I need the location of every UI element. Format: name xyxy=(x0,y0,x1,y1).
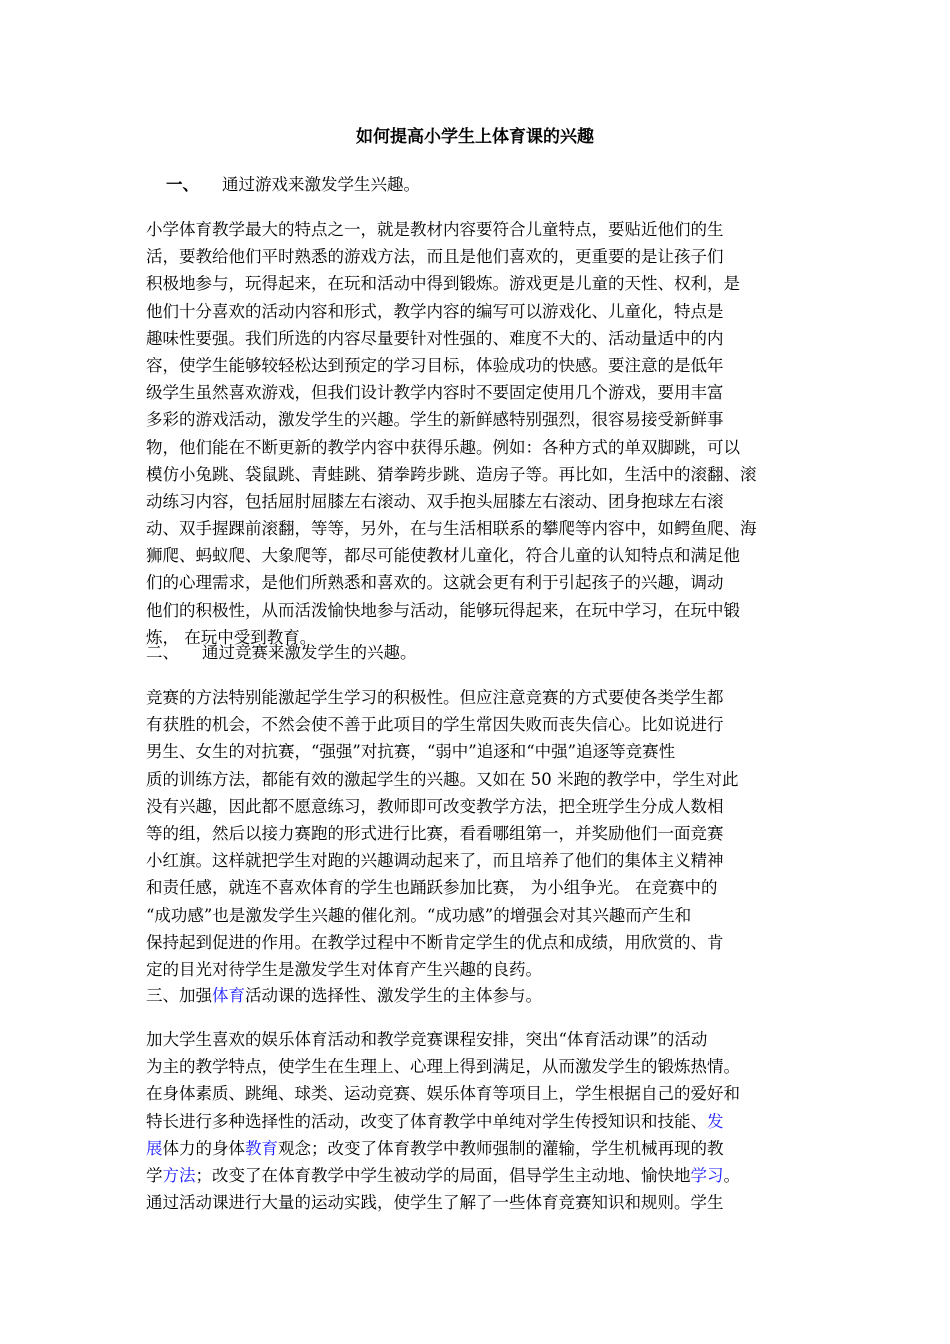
section-3-heading-suffix: 活动课的选择性、激发学生的主体参与。 xyxy=(245,986,542,1005)
paragraph-line xyxy=(146,1162,810,1189)
paragraph-line: 模仿小兔跳、袋鼠跳、青蛙跳、猜拳跨步跳、造房子等。再比如，生活中的滚翻、滚 xyxy=(146,464,757,484)
paragraph-line: 们的心理需求，是他们所熟悉和喜欢的。这就会更有利于引起孩子的兴趣，调动 xyxy=(146,573,724,593)
section-2-paragraph xyxy=(146,684,810,983)
paragraph-line: 炼， 在玩中受到教育。 xyxy=(146,627,317,647)
paragraph-line: 动、双手握踝前滚翻，等等，另外，在与生活相联系的攀爬等内容中，如鳄鱼爬、海 xyxy=(146,519,757,539)
paragraph-line: 加大学生喜欢的娱乐体育活动和教学竞赛课程安排，突出“体育活动课”的活动 xyxy=(146,1030,708,1049)
paragraph-line: 狮爬、蚂蚁爬、大象爬等，都尽可能使教材儿童化，符合儿童的认知特点和满足他 xyxy=(146,546,740,566)
section-3-paragraph xyxy=(146,1026,810,1216)
paragraph-line: 竞赛的方法特别能激起学生学习的积极性。但应注意竞赛的方式要使各类学生都 xyxy=(146,688,724,707)
line-text: 学 xyxy=(146,1165,163,1185)
paragraph-line: 多彩的游戏活动，激发学生的兴趣。学生的新鲜感特别强烈，很容易接受新鲜事 xyxy=(146,410,724,430)
paragraph-line: 他们十分喜欢的活动内容和形式，教学内容的编写可以游戏化、儿童化，特点是 xyxy=(146,301,724,321)
section-1-heading xyxy=(146,174,806,196)
paragraph-line: 质的训练方法，都能有效的激起学生的兴趣。又如在 50 米跑的教学中，学生对此 xyxy=(146,769,739,789)
paragraph-line: 物，他们能在不断更新的教学内容中获得乐趣。例如：各种方式的单双脚跳，可以 xyxy=(146,437,740,457)
paragraph-line: 小红旗。这样就把学生对跑的兴趣调动起来了，而且培养了他们的集体主义精神 xyxy=(146,851,724,871)
paragraph-line: 保持起到促进的作用。在教学过程中不断肯定学生的优点和成绩，用欣赏的、肯 xyxy=(146,932,724,952)
line-text: 体力的身体 xyxy=(162,1138,245,1158)
section-2-heading xyxy=(146,642,806,664)
line-text: ；改变了在体育教学中学生被动学的局面，倡导学生主动地、愉快地 xyxy=(195,1165,691,1185)
paragraph-line: 积极地参与，玩得起来，在玩和活动中得到锻炼。游戏更是儿童的天性、权利，是 xyxy=(146,274,740,294)
paragraph-line: 等的组，然后以接力赛跑的形式进行比赛，看看哪组第一，并奖励他们一面竞赛 xyxy=(146,823,724,843)
paragraph-line: 为主的教学特点，使学生在生理上、心理上得到满足，从而激发学生的锻炼热情。 xyxy=(146,1057,740,1077)
section-1-heading-text: 通过游戏来激发学生兴趣。 xyxy=(222,175,420,194)
document-title: 如何提高小学生上体育课的兴趣 xyxy=(356,127,594,147)
paragraph-line: 通过活动课进行大量的运动实践，使学生了解了一些体育竞赛知识和规则。学生 xyxy=(146,1193,724,1213)
paragraph-line: 在身体素质、跳绳、球类、运动竞赛、娱乐体育等项目上，学生根据自己的爱好和 xyxy=(146,1084,740,1104)
section-2-heading-text: 通过竞赛来激发学生的兴趣。 xyxy=(202,643,417,662)
paragraph-line: 动练习内容，包括屈肘屈膝左右滚动、双手抱头屈膝左右滚动、团身抱球左右滚 xyxy=(146,491,724,511)
link-fangfa[interactable]: 方法 xyxy=(162,1165,196,1185)
paragraph-line: 有获胜的机会，不然会使不善于此项目的学生常因失败而丧失信心。比如说进行 xyxy=(146,715,724,735)
section-3-heading-prefix: 三、加强 xyxy=(146,986,212,1005)
section-2-number: 二、 xyxy=(146,643,179,662)
paragraph-line: “成功感”也是激发学生兴趣的催化剂。“成功感”的增强会对其兴趣而产生和 xyxy=(146,905,692,925)
line-text: 。 xyxy=(723,1165,740,1185)
line-text: 观念；改变了体育教学中教师强制的灌输，学生机械再现的教 xyxy=(278,1138,724,1158)
paragraph-line xyxy=(146,1108,810,1135)
section-1-number: 一、 xyxy=(166,175,199,194)
paragraph-line: 和责任感，就连不喜欢体育的学生也踊跃参加比赛， 为小组争光。 在竞赛中的 xyxy=(146,878,718,898)
paragraph-line: 趣味性要强。我们所选的内容尽量要针对性强的、难度不大的、活动量适中的内 xyxy=(146,328,724,348)
section-1-paragraph xyxy=(146,216,810,651)
paragraph-line: 容，使学生能够较轻松达到预定的学习目标，体验成功的快感。要注意的是低年 xyxy=(146,355,724,375)
paragraph-line xyxy=(146,1135,810,1162)
paragraph-line: 小学体育教学最大的特点之一，就是教材内容要符合儿童特点，要贴近他们的生 xyxy=(146,220,724,239)
link-fazhan-part2[interactable]: 展 xyxy=(146,1138,163,1158)
paragraph-line: 级学生虽然喜欢游戏，但我们设计教学内容时不要固定使用几个游戏，要用丰富 xyxy=(146,383,724,403)
paragraph-line: 活，要教给他们平时熟悉的游戏方法，而且是他们喜欢的，更重要的是让孩子们 xyxy=(146,247,724,267)
section-3-heading xyxy=(146,985,806,1007)
paragraph-line: 定的目光对待学生是激发学生对体育产生兴趣的良药。 xyxy=(146,959,542,979)
link-tiyu[interactable]: 体育 xyxy=(212,986,245,1005)
link-fazhan-part1[interactable]: 发 xyxy=(707,1111,724,1131)
paragraph-line: 男生、女生的对抗赛，“强强”对抗赛，“弱中”追逐和“中强”追逐等竞赛性 xyxy=(146,742,676,762)
line-text: 特长进行多种选择性的活动，改变了体育教学中单纯对学生传授知识和技能、 xyxy=(146,1111,707,1131)
paragraph-line: 他们的积极性，从而活泼愉快地参与活动，能够玩得起来，在玩中学习，在玩中锻 xyxy=(146,600,740,620)
paragraph-line: 没有兴趣，因此都不愿意练习，教师即可改变教学方法，把全班学生分成人数相 xyxy=(146,796,724,816)
link-jiaoyu[interactable]: 教育 xyxy=(245,1138,278,1158)
link-xuexi[interactable]: 学习 xyxy=(690,1165,724,1185)
